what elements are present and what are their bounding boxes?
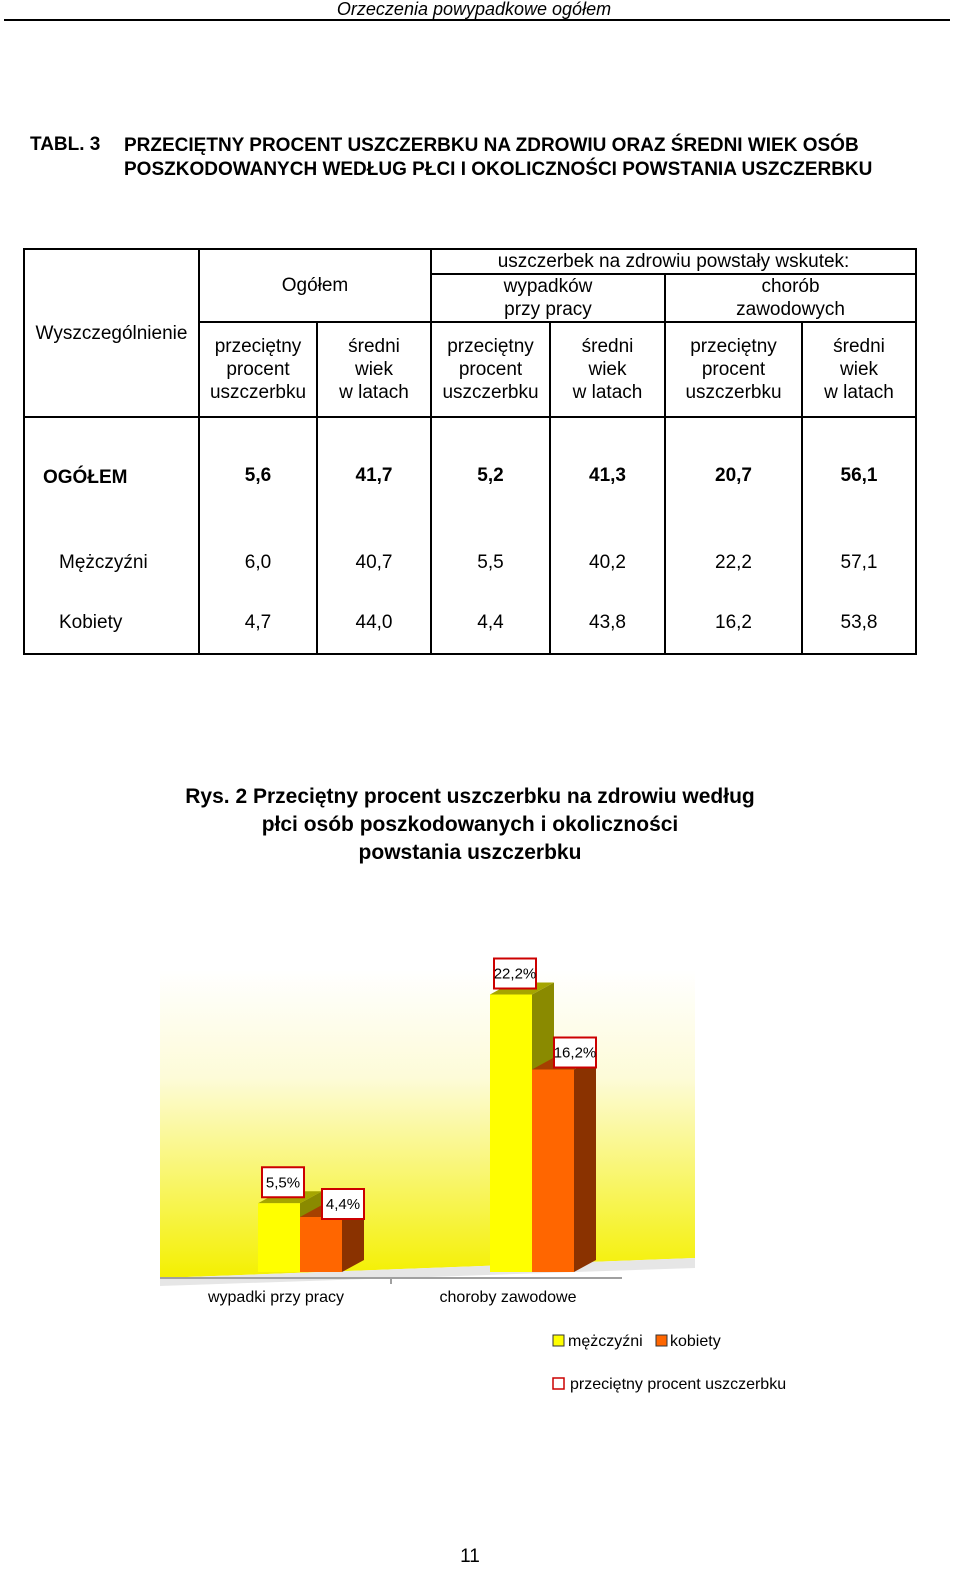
pct-l1: przeciętny [690, 336, 777, 357]
table-row [24, 592, 916, 654]
age-l3: w latach [572, 382, 643, 403]
header-chorob [665, 274, 916, 322]
table-number: TABL. 3 [30, 134, 101, 155]
cell-value: 6,0 [199, 532, 317, 592]
cell-value: 5,6 [199, 417, 317, 532]
table-row [24, 417, 916, 532]
header-wypadkow [431, 274, 665, 322]
pct-l3: uszczerbku [442, 382, 539, 403]
bar [300, 1217, 342, 1272]
stub-header: Wyszczególnienie [24, 249, 199, 417]
chart-back-wall [160, 970, 695, 1278]
running-header: Orzeczenia powypadkowe ogółem [336, 0, 612, 19]
row-label: OGÓŁEM [24, 417, 199, 532]
pct-l2: procent [226, 359, 290, 380]
bar-side [574, 1058, 596, 1273]
cell-value: 56,1 [802, 417, 916, 532]
cell-value: 20,7 [665, 417, 802, 532]
figure-title [120, 783, 820, 867]
pct-l1: przeciętny [447, 336, 534, 357]
row-label: Kobiety [24, 592, 199, 654]
bar [258, 1203, 300, 1272]
age-l1: średni [581, 336, 634, 357]
x-tick-label: wypadki przy pracy [207, 1289, 345, 1306]
legend-label-box-text: przeciętny procent uszczerbku [570, 1376, 787, 1393]
bar [490, 995, 532, 1273]
age-l2: wiek [354, 359, 393, 380]
cell-value: 5,5 [431, 532, 550, 592]
col-header-pct [665, 322, 802, 417]
age-l3: w latach [339, 382, 409, 403]
cell-value: 22,2 [665, 532, 802, 592]
legend-swatch-label-box [553, 1378, 564, 1389]
cell-value: 5,2 [431, 417, 550, 532]
cell-value: 40,2 [550, 532, 665, 592]
col-header-age [802, 322, 916, 417]
x-tick-label: choroby zawodowe [439, 1289, 577, 1306]
header-rule [4, 19, 950, 21]
data-table [23, 248, 917, 655]
cell-value: 44,0 [317, 592, 431, 654]
legend [553, 1333, 786, 1393]
col-header-age [550, 322, 665, 417]
data-label: 5,5% [265, 1174, 301, 1192]
figure-title-line1: Rys. 2 Przeciętny procent uszczerbku na zdrowiu według [185, 785, 755, 808]
data-label: 22,2% [493, 965, 537, 983]
age-l2: wiek [840, 359, 879, 380]
table-title-line2: POSZKODOWANYCH WEDŁUG PŁCI I OKOLICZNOŚCI POWSTANIA USZCZERBKU [124, 159, 873, 180]
col-header-age [317, 322, 431, 417]
cell-value: 57,1 [802, 532, 916, 592]
header-wypadkow-line1: wypadków [503, 276, 593, 297]
age-l3: w latach [824, 382, 894, 403]
pct-l2: procent [458, 359, 523, 380]
header-chorob-line2: zawodowych [736, 299, 845, 320]
pct-l1: przeciętny [214, 336, 302, 357]
pct-l3: uszczerbku [685, 382, 782, 403]
bar-chart [150, 950, 830, 1410]
header-chorob-line1: chorób [761, 276, 820, 297]
col-header-pct [431, 322, 550, 417]
pct-l3: uszczerbku [209, 382, 307, 403]
legend-swatch-men [553, 1335, 564, 1346]
cell-value: 40,7 [317, 532, 431, 592]
cell-value: 41,7 [317, 417, 431, 532]
age-l1: średni [348, 336, 400, 357]
cell-value: 43,8 [550, 592, 665, 654]
cell-value: 4,4 [431, 592, 550, 654]
legend-swatch-women [656, 1335, 667, 1346]
bar [532, 1070, 574, 1273]
legend-label-men: mężczyźni [568, 1333, 643, 1350]
figure-title-line3: powstania uszczerbku [358, 841, 582, 864]
cell-value: 53,8 [802, 592, 916, 654]
data-label: 16,2% [553, 1044, 597, 1062]
col-header-pct [199, 322, 317, 417]
table-title [124, 134, 872, 182]
header-uszczerbek: uszczerbek na zdrowiu powstały wskutek: [431, 249, 916, 274]
cell-value: 16,2 [665, 592, 802, 654]
row-label: Mężczyźni [24, 532, 199, 592]
legend-label-women: kobiety [670, 1333, 721, 1350]
data-label: 4,4% [325, 1196, 361, 1213]
header-ogolem: Ogółem [199, 249, 431, 322]
cell-value: 41,3 [550, 417, 665, 532]
age-l2: wiek [588, 359, 627, 380]
header-wypadkow-line2: przy pracy [504, 299, 592, 320]
age-l1: średni [833, 336, 885, 357]
cell-value: 4,7 [199, 592, 317, 654]
table-title-line1: PRZECIĘTNY PROCENT USZCZERBKU NA ZDROWIU ORAZ ŚREDNI WIEK OSÓB [124, 135, 859, 156]
table-row [24, 532, 916, 592]
figure-title-line2: płci osób poszkodowanych i okoliczności [261, 813, 679, 836]
pct-l2: procent [701, 359, 766, 380]
page-number: 11 [460, 1546, 480, 1567]
